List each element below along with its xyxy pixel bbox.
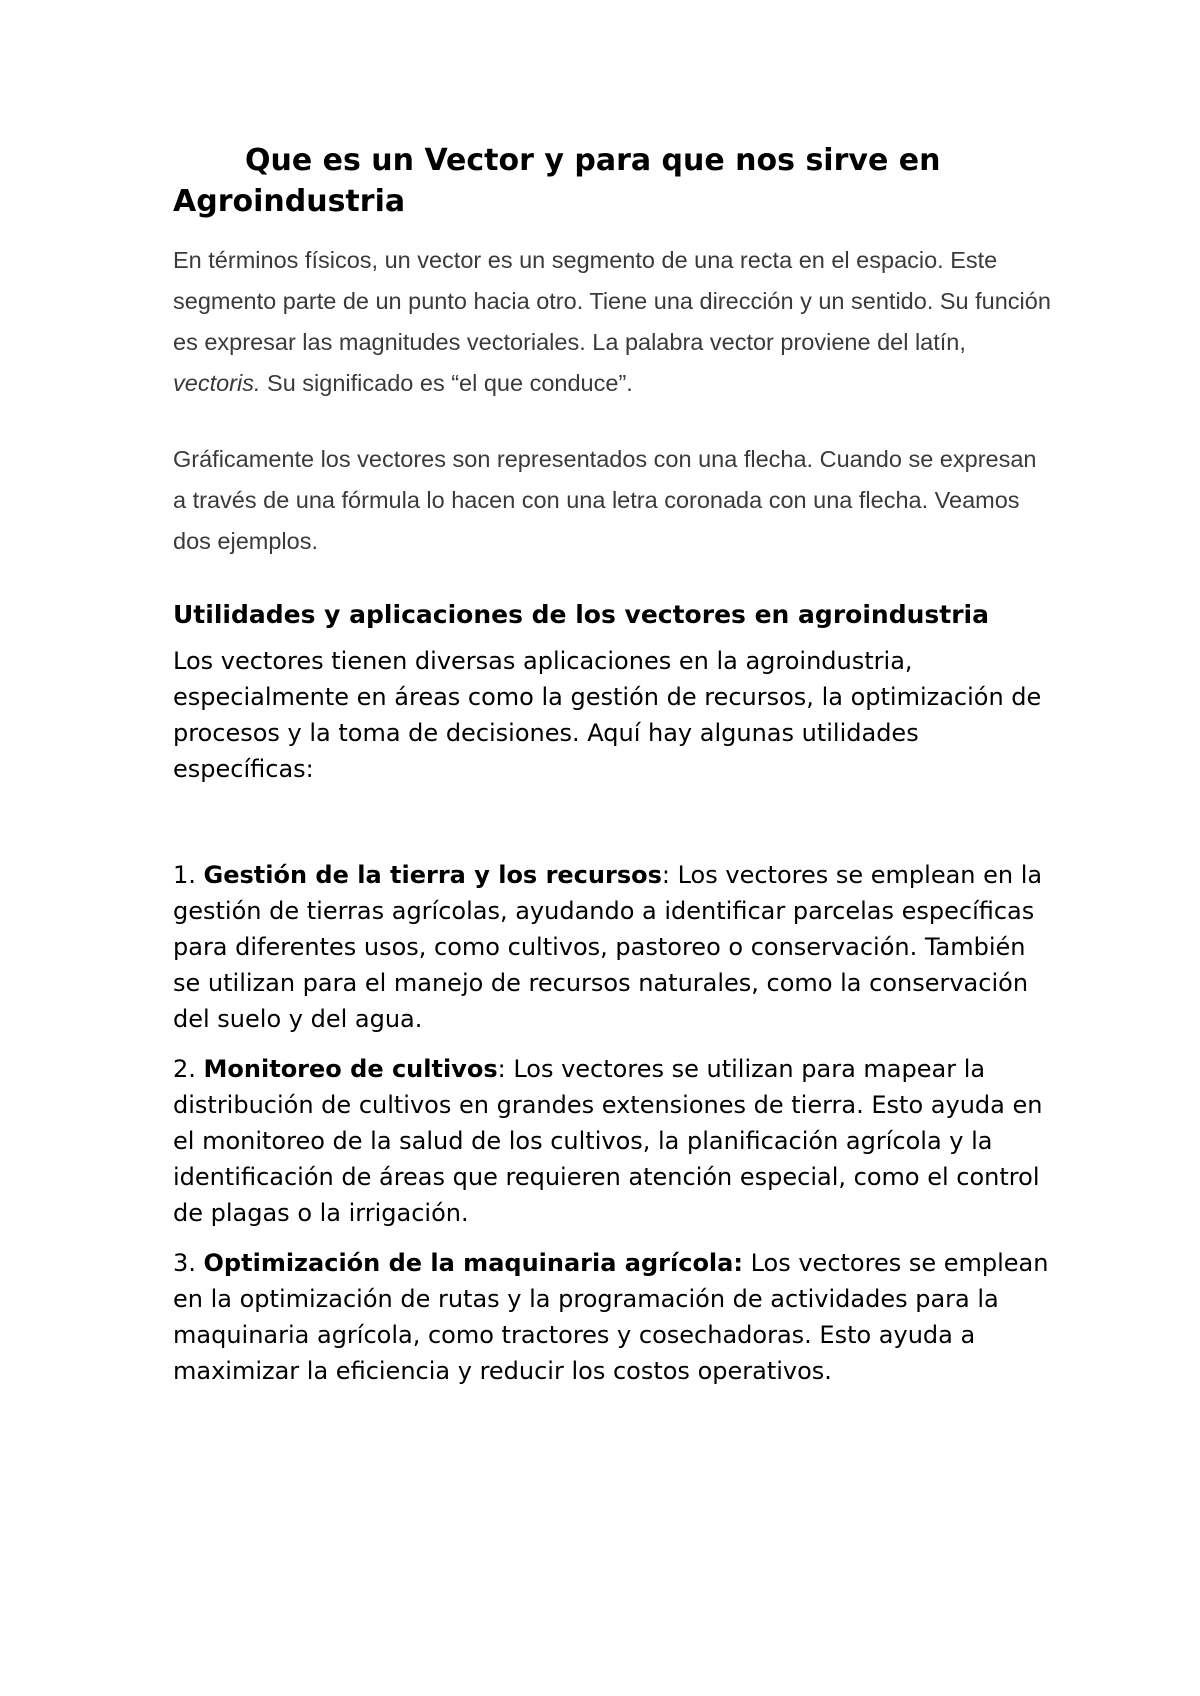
item-number: 1. — [173, 861, 204, 889]
item-text: : Los vectores se utilizan para mapear la distribución de cultivos en grandes extensiones de tierra. Esto ayuda en el monitoreo de la salud de los cultivos, la planificación agrícola y la identificación de áreas que requieren atención especial, como el control de plagas o la irrigación. — [173, 1055, 1043, 1227]
item-label: Monitoreo de cultivos — [203, 1055, 498, 1083]
intro-p1-italic: vectoris. — [173, 370, 261, 396]
section-lead: Los vectores tienen diversas aplicaciones en la agroindustria, especialmente en áreas como la gestión de recursos, la optimización de procesos y la toma de decisiones. Aquí hay algunas utilidades específicas: — [173, 647, 1042, 783]
list-item — [173, 1051, 1053, 1231]
item-number: 2. — [173, 1055, 204, 1083]
list-item — [173, 1245, 1053, 1389]
intro-paragraph-2: Gráficamente los vectores son representados con una flecha. Cuando se expresan a través de una fórmula lo hacen con una letra coronada con una flecha. Veamos dos ejemplos. — [173, 446, 1037, 554]
document-body — [173, 140, 1053, 1403]
item-text: Los vectores se emplean en la optimización de rutas y la programación de actividades para la maquinaria agrícola, como tractores y cosechadoras. Esto ayuda a maximizar la eficiencia y reducir los costos operativos. — [173, 1249, 1049, 1385]
document-title: Que es un Vector y para que nos sirve en Agroindustria — [173, 143, 941, 219]
item-label: Gestión de la tierra y los recursos — [203, 861, 662, 889]
intro-p1-text: En términos físicos, un vector es un segmento de una recta en el espacio. Este segmento parte de un punto hacia otro. Tiene una dirección y un sentido. Su función es expresar las magnitudes vectoriales. La palabra vector proviene del latín, — [173, 247, 1051, 355]
section-heading: Utilidades y aplicaciones de los vectores en agroindustria — [173, 600, 989, 629]
item-number: 3. — [173, 1249, 204, 1277]
intro-paragraph-1 — [173, 240, 1053, 404]
intro-p1-text-end: Su significado es “el que conduce”. — [260, 370, 633, 396]
item-text: : Los vectores se emplean en la gestión de tierras agrícolas, ayudando a identificar parcelas específicas para diferentes usos, como cultivos, pastoreo o conservación. También se utilizan para el manejo de recursos naturales, como la conservación del suelo y del agua. — [173, 861, 1043, 1033]
utilities-list — [173, 857, 1053, 1389]
list-item — [173, 857, 1053, 1037]
item-label: Optimización de la maquinaria agrícola: — [203, 1249, 743, 1277]
